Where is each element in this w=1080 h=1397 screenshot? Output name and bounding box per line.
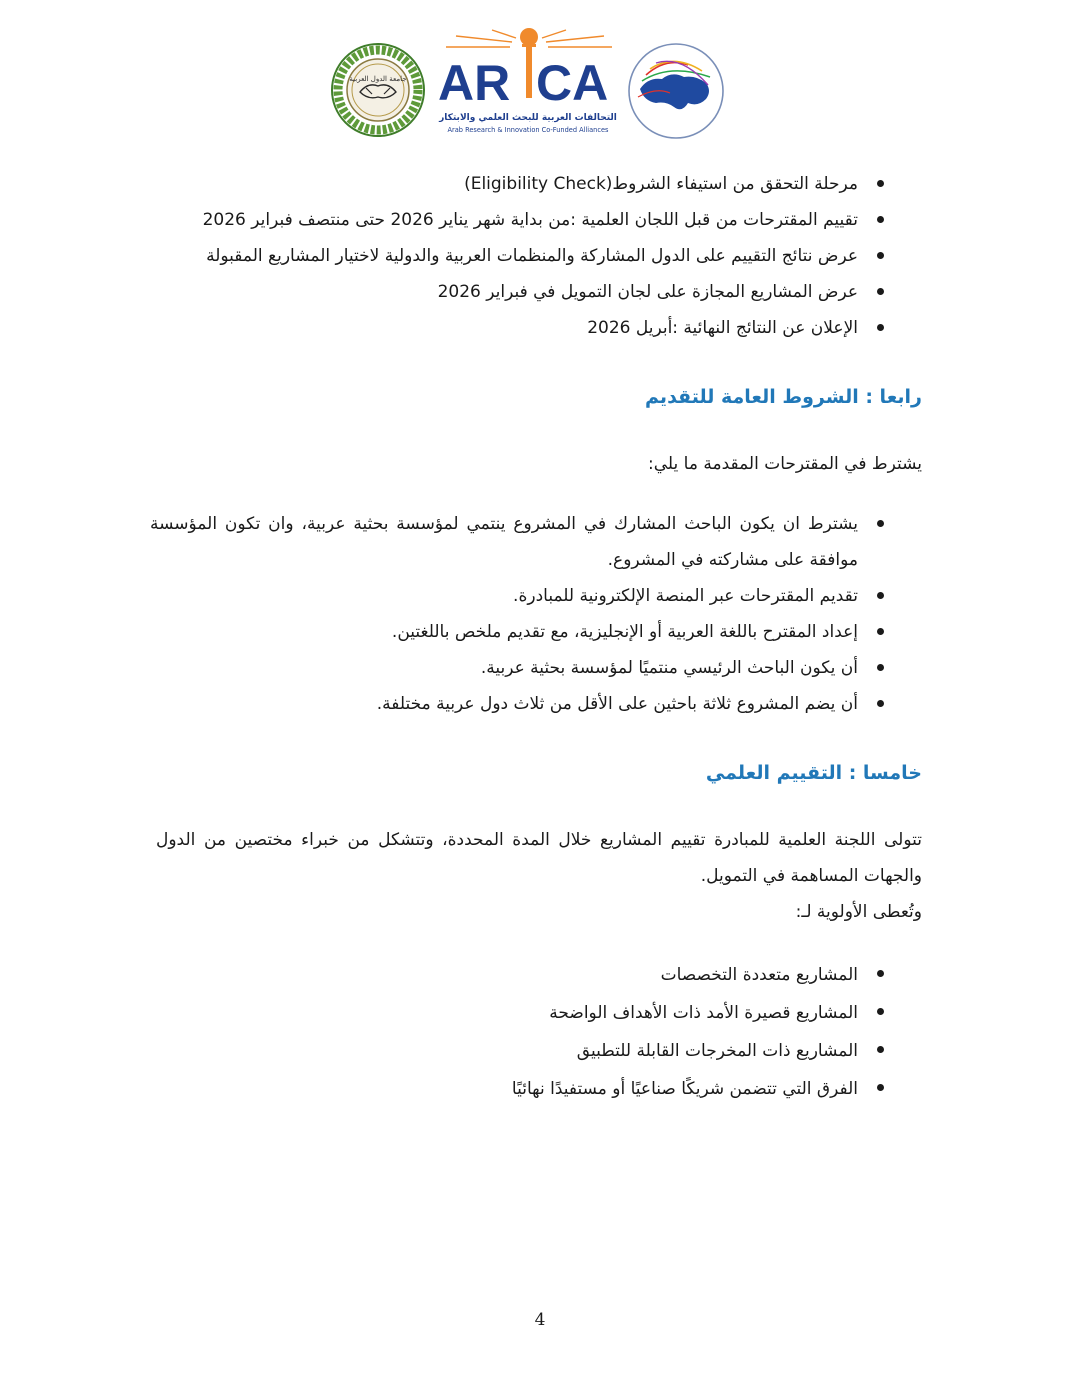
list-item: أن يكون الباحث الرئيسي منتميًا لمؤسسة بحثية عربية. [150, 650, 922, 686]
arica-logo [432, 24, 624, 142]
bullet-icon [877, 216, 884, 223]
list-item: الفرق التي تتضمن شريكًا صناعيًا أو مستفيدًا نهائيًا [150, 1070, 922, 1108]
arica-subtitle-ar: التحالفات العربية للبحث العلمي والابتكار [439, 113, 617, 123]
priority-list [150, 956, 922, 1108]
list-item: إعداد المقترح باللغة العربية أو الإنجليزية، مع تقديم ملخص باللغتين. [150, 614, 922, 650]
section-intro: يشترط في المقترحات المقدمة ما يلي: [648, 454, 922, 474]
arica-letters-ar: AR [438, 55, 511, 111]
list-item: الإعلان عن النتائج النهائية :أبريل 2026 [150, 310, 922, 346]
arab-league-logo [330, 42, 426, 138]
bullet-icon [877, 252, 884, 259]
list-item: عرض المشاريع المجازة على لجان التمويل في فبراير 2026 [150, 274, 922, 310]
conditions-list [150, 506, 922, 722]
bullet-icon [877, 1046, 884, 1053]
page-number: 4 [534, 1310, 546, 1330]
list-item: تقييم المقترحات من قبل اللجان العلمية :من بداية شهر يناير 2026 حتى منتصف فبراير 2026 [150, 202, 922, 238]
league-logo-text: جامعة الدول العربية [349, 75, 407, 83]
bullet-icon [877, 1084, 884, 1091]
list-item: تقديم المقترحات عبر المنصة الإلكترونية للمبادرة. [150, 578, 922, 614]
bullet-icon [877, 700, 884, 707]
bullet-icon [877, 324, 884, 331]
priority-intro: وتُعطى الأولوية لـ: [795, 902, 922, 922]
list-item: المشاريع قصيرة الأمد ذات الأهداف الواضحة [150, 994, 922, 1032]
arica-letters-ca: CA [536, 55, 609, 111]
list-item: المشاريع ذات المخرجات القابلة للتطبيق [150, 1032, 922, 1070]
timeline-list [150, 166, 922, 346]
arab-map-logo [626, 41, 726, 141]
section-heading: رابعا : الشروط العامة للتقديم [645, 386, 922, 408]
list-item: عرض نتائج التقييم على الدول المشاركة والمنظمات العربية والدولية لاختيار المشاريع المقبولة [150, 238, 922, 274]
bullet-icon [877, 592, 884, 599]
bullet-icon [877, 664, 884, 671]
bullet-icon [877, 288, 884, 295]
header-logos [328, 24, 728, 144]
bullet-icon [877, 628, 884, 635]
section-heading: خامسا : التقييم العلمي [705, 762, 922, 784]
list-item: يشترط ان يكون الباحث المشارك في المشروع ينتمي لمؤسسة بحثية عربية، وان تكون المؤسسة موافقة على مشاركته في المشروع. [150, 506, 922, 578]
bullet-icon [877, 1008, 884, 1015]
document-body [150, 166, 922, 1108]
arica-subtitle-en: Arab Research & Innovation Co-Funded Alliances [447, 126, 609, 134]
list-item: أن يضم المشروع ثلاثة باحثين على الأقل من ثلاث دول عربية مختلفة. [150, 686, 922, 722]
bullet-icon [877, 970, 884, 977]
bullet-icon [877, 180, 884, 187]
list-item: المشاريع متعددة التخصصات [150, 956, 922, 994]
bullet-icon [877, 520, 884, 527]
section-paragraph: تتولى اللجنة العلمية للمبادرة تقييم المشاريع خلال المدة المحددة، وتتشكل من خبراء مختصين من الدول والجهات المساهمة في التمويل. [156, 830, 922, 886]
list-item: مرحلة التحقق من استيفاء الشروط(Eligibility Check) [150, 166, 922, 202]
